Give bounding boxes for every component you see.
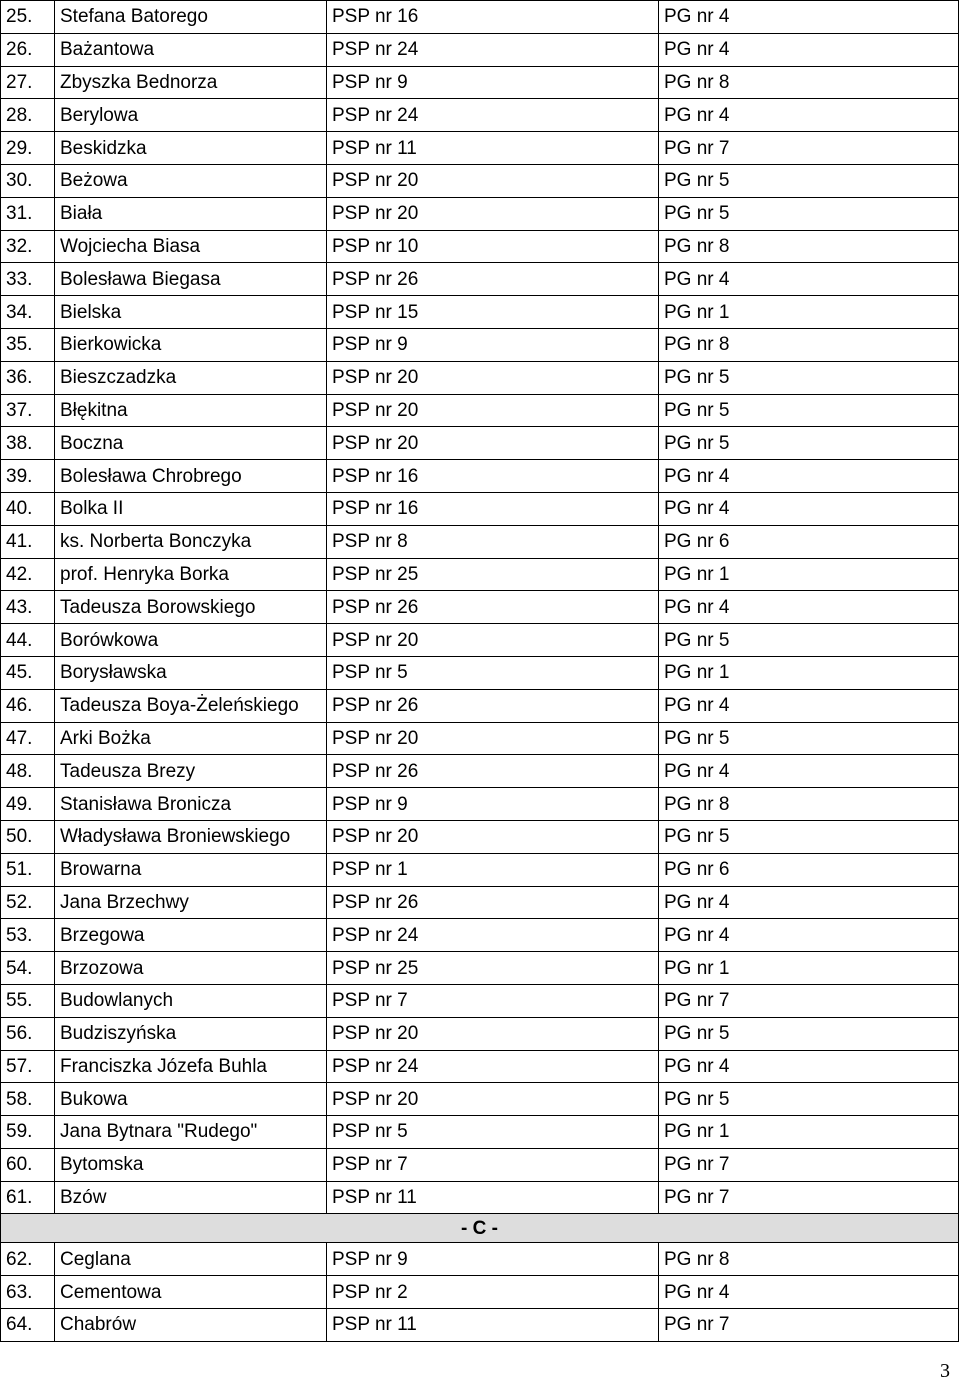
primary-school-cell: PSP nr 7 (327, 984, 659, 1017)
table-row (1, 263, 959, 296)
page-number: 3 (940, 1360, 950, 1382)
gymnasium-cell: PG nr 5 (659, 164, 959, 197)
gymnasium-cell: PG nr 6 (659, 853, 959, 886)
primary-school-cell: PSP nr 20 (327, 197, 659, 230)
table-row (1, 656, 959, 689)
gymnasium-cell: PG nr 4 (659, 1, 959, 34)
primary-school-cell: PSP nr 16 (327, 1, 659, 34)
row-number-cell: 63. (1, 1276, 55, 1309)
primary-school-cell: PSP nr 15 (327, 296, 659, 329)
primary-school-cell: PSP nr 20 (327, 820, 659, 853)
row-number-cell: 28. (1, 99, 55, 132)
street-name-cell: Jana Brzechwy (55, 886, 327, 919)
street-name-cell: Stefana Batorego (55, 1, 327, 34)
table-row (1, 1276, 959, 1309)
row-number-cell: 38. (1, 427, 55, 460)
gymnasium-cell: PG nr 4 (659, 1050, 959, 1083)
row-number-cell: 53. (1, 919, 55, 952)
street-name-cell: Budowlanych (55, 984, 327, 1017)
table-row (1, 1309, 959, 1342)
table-row (1, 525, 959, 558)
primary-school-cell: PSP nr 26 (327, 591, 659, 624)
street-name-cell: Biała (55, 197, 327, 230)
table-row (1, 427, 959, 460)
gymnasium-cell: PG nr 4 (659, 689, 959, 722)
row-number-cell: 57. (1, 1050, 55, 1083)
gymnasium-cell: PG nr 6 (659, 525, 959, 558)
gymnasium-cell: PG nr 1 (659, 656, 959, 689)
gymnasium-cell: PG nr 1 (659, 1116, 959, 1149)
table-row (1, 886, 959, 919)
table-row (1, 820, 959, 853)
table-row (1, 1148, 959, 1181)
table-row (1, 361, 959, 394)
table-row (1, 1243, 959, 1276)
row-number-cell: 40. (1, 492, 55, 525)
gymnasium-cell: PG nr 5 (659, 1083, 959, 1116)
table-row (1, 197, 959, 230)
table-row (1, 624, 959, 657)
table-row (1, 853, 959, 886)
street-name-cell: Cementowa (55, 1276, 327, 1309)
row-number-cell: 47. (1, 722, 55, 755)
gymnasium-cell: PG nr 4 (659, 1276, 959, 1309)
street-name-cell: Borysławska (55, 656, 327, 689)
street-name-cell: Stanisława Bronicza (55, 788, 327, 821)
gymnasium-cell: PG nr 4 (659, 919, 959, 952)
primary-school-cell: PSP nr 8 (327, 525, 659, 558)
street-name-cell: Jana Bytnara "Rudego" (55, 1116, 327, 1149)
row-number-cell: 45. (1, 656, 55, 689)
street-name-cell: Wojciecha Biasa (55, 230, 327, 263)
primary-school-cell: PSP nr 26 (327, 886, 659, 919)
street-name-cell: Zbyszka Bednorza (55, 66, 327, 99)
primary-school-cell: PSP nr 20 (327, 361, 659, 394)
street-name-cell: Berylowa (55, 99, 327, 132)
gymnasium-cell: PG nr 7 (659, 984, 959, 1017)
primary-school-cell: PSP nr 24 (327, 99, 659, 132)
gymnasium-cell: PG nr 1 (659, 558, 959, 591)
row-number-cell: 46. (1, 689, 55, 722)
row-number-cell: 34. (1, 296, 55, 329)
gymnasium-cell: PG nr 1 (659, 296, 959, 329)
street-name-cell: ks. Norberta Bonczyka (55, 525, 327, 558)
primary-school-cell: PSP nr 26 (327, 755, 659, 788)
gymnasium-cell: PG nr 7 (659, 1181, 959, 1214)
primary-school-cell: PSP nr 10 (327, 230, 659, 263)
gymnasium-cell: PG nr 5 (659, 722, 959, 755)
primary-school-cell: PSP nr 20 (327, 1017, 659, 1050)
table-row (1, 230, 959, 263)
table-row (1, 1083, 959, 1116)
row-number-cell: 60. (1, 1148, 55, 1181)
row-number-cell: 36. (1, 361, 55, 394)
street-name-cell: Bieszczadzka (55, 361, 327, 394)
row-number-cell: 31. (1, 197, 55, 230)
row-number-cell: 30. (1, 164, 55, 197)
street-name-cell: Beżowa (55, 164, 327, 197)
street-name-cell: Błękitna (55, 394, 327, 427)
table-row (1, 492, 959, 525)
primary-school-cell: PSP nr 11 (327, 1309, 659, 1342)
row-number-cell: 51. (1, 853, 55, 886)
primary-school-cell: PSP nr 7 (327, 1148, 659, 1181)
row-number-cell: 56. (1, 1017, 55, 1050)
gymnasium-cell: PG nr 4 (659, 591, 959, 624)
street-name-cell: Brzozowa (55, 952, 327, 985)
street-name-cell: Beskidzka (55, 132, 327, 165)
street-name-cell: Tadeusza Brezy (55, 755, 327, 788)
primary-school-cell: PSP nr 5 (327, 1116, 659, 1149)
row-number-cell: 52. (1, 886, 55, 919)
table-row (1, 328, 959, 361)
table-row (1, 591, 959, 624)
row-number-cell: 32. (1, 230, 55, 263)
primary-school-cell: PSP nr 24 (327, 1050, 659, 1083)
gymnasium-cell: PG nr 4 (659, 755, 959, 788)
row-number-cell: 25. (1, 1, 55, 34)
gymnasium-cell: PG nr 8 (659, 1243, 959, 1276)
table-row (1, 99, 959, 132)
primary-school-cell: PSP nr 25 (327, 952, 659, 985)
primary-school-cell: PSP nr 2 (327, 1276, 659, 1309)
primary-school-cell: PSP nr 9 (327, 66, 659, 99)
street-name-cell: Bzów (55, 1181, 327, 1214)
primary-school-cell: PSP nr 16 (327, 492, 659, 525)
row-number-cell: 54. (1, 952, 55, 985)
gymnasium-cell: PG nr 4 (659, 460, 959, 493)
gymnasium-cell: PG nr 1 (659, 952, 959, 985)
row-number-cell: 59. (1, 1116, 55, 1149)
row-number-cell: 41. (1, 525, 55, 558)
primary-school-cell: PSP nr 24 (327, 919, 659, 952)
gymnasium-cell: PG nr 4 (659, 99, 959, 132)
street-name-cell: Bażantowa (55, 33, 327, 66)
row-number-cell: 55. (1, 984, 55, 1017)
primary-school-cell: PSP nr 20 (327, 164, 659, 197)
street-name-cell: Bielska (55, 296, 327, 329)
primary-school-cell: PSP nr 20 (327, 427, 659, 460)
street-name-cell: Władysława Broniewskiego (55, 820, 327, 853)
street-name-cell: Ceglana (55, 1243, 327, 1276)
row-number-cell: 29. (1, 132, 55, 165)
table-row (1, 1, 959, 34)
gymnasium-cell: PG nr 4 (659, 492, 959, 525)
table-row (1, 919, 959, 952)
street-name-cell: Chabrów (55, 1309, 327, 1342)
gymnasium-cell: PG nr 5 (659, 1017, 959, 1050)
gymnasium-cell: PG nr 7 (659, 1148, 959, 1181)
row-number-cell: 43. (1, 591, 55, 624)
gymnasium-cell: PG nr 8 (659, 230, 959, 263)
row-number-cell: 64. (1, 1309, 55, 1342)
primary-school-cell: PSP nr 5 (327, 656, 659, 689)
row-number-cell: 35. (1, 328, 55, 361)
gymnasium-cell: PG nr 4 (659, 886, 959, 919)
street-name-cell: Browarna (55, 853, 327, 886)
gymnasium-cell: PG nr 8 (659, 66, 959, 99)
primary-school-cell: PSP nr 26 (327, 689, 659, 722)
street-name-cell: Bolesława Chrobrego (55, 460, 327, 493)
primary-school-cell: PSP nr 20 (327, 722, 659, 755)
primary-school-cell: PSP nr 20 (327, 394, 659, 427)
primary-school-cell: PSP nr 9 (327, 328, 659, 361)
row-number-cell: 61. (1, 1181, 55, 1214)
primary-school-cell: PSP nr 24 (327, 33, 659, 66)
street-name-cell: Arki Bożka (55, 722, 327, 755)
row-number-cell: 58. (1, 1083, 55, 1116)
gymnasium-cell: PG nr 7 (659, 1309, 959, 1342)
row-number-cell: 44. (1, 624, 55, 657)
primary-school-cell: PSP nr 20 (327, 624, 659, 657)
table-row (1, 755, 959, 788)
street-name-cell: Tadeusza Boya-Żeleńskiego (55, 689, 327, 722)
table-row (1, 689, 959, 722)
street-name-cell: Bolka II (55, 492, 327, 525)
row-number-cell: 33. (1, 263, 55, 296)
street-name-cell: Bolesława Biegasa (55, 263, 327, 296)
gymnasium-cell: PG nr 5 (659, 394, 959, 427)
gymnasium-cell: PG nr 5 (659, 361, 959, 394)
table-row (1, 296, 959, 329)
table-row (1, 132, 959, 165)
table-row (1, 66, 959, 99)
table-row (1, 394, 959, 427)
street-name-cell: Boczna (55, 427, 327, 460)
primary-school-cell: PSP nr 11 (327, 1181, 659, 1214)
table-body (1, 1, 959, 1342)
row-number-cell: 39. (1, 460, 55, 493)
table-row (1, 1116, 959, 1149)
table-row (1, 788, 959, 821)
gymnasium-cell: PG nr 5 (659, 197, 959, 230)
gymnasium-cell: PG nr 8 (659, 328, 959, 361)
table-row (1, 984, 959, 1017)
gymnasium-cell: PG nr 5 (659, 427, 959, 460)
table-row (1, 33, 959, 66)
primary-school-cell: PSP nr 9 (327, 788, 659, 821)
street-name-cell: Bytomska (55, 1148, 327, 1181)
row-number-cell: 48. (1, 755, 55, 788)
table-row (1, 1181, 959, 1214)
section-header-row (1, 1214, 959, 1243)
table-row (1, 722, 959, 755)
gymnasium-cell: PG nr 4 (659, 263, 959, 296)
table-row (1, 1017, 959, 1050)
row-number-cell: 62. (1, 1243, 55, 1276)
row-number-cell: 27. (1, 66, 55, 99)
table-row (1, 1050, 959, 1083)
gymnasium-cell: PG nr 4 (659, 33, 959, 66)
table-row (1, 952, 959, 985)
table-row (1, 164, 959, 197)
row-number-cell: 49. (1, 788, 55, 821)
section-letter: - C - (1, 1214, 959, 1243)
street-name-cell: prof. Henryka Borka (55, 558, 327, 591)
primary-school-cell: PSP nr 16 (327, 460, 659, 493)
street-name-cell: Tadeusza Borowskiego (55, 591, 327, 624)
gymnasium-cell: PG nr 5 (659, 820, 959, 853)
gymnasium-cell: PG nr 5 (659, 624, 959, 657)
street-name-cell: Brzegowa (55, 919, 327, 952)
row-number-cell: 37. (1, 394, 55, 427)
street-name-cell: Borówkowa (55, 624, 327, 657)
primary-school-cell: PSP nr 20 (327, 1083, 659, 1116)
street-name-cell: Budziszyńska (55, 1017, 327, 1050)
street-name-cell: Bukowa (55, 1083, 327, 1116)
primary-school-cell: PSP nr 11 (327, 132, 659, 165)
primary-school-cell: PSP nr 25 (327, 558, 659, 591)
street-name-cell: Franciszka Józefa Buhla (55, 1050, 327, 1083)
gymnasium-cell: PG nr 7 (659, 132, 959, 165)
table-row (1, 558, 959, 591)
primary-school-cell: PSP nr 26 (327, 263, 659, 296)
street-name-cell: Bierkowicka (55, 328, 327, 361)
row-number-cell: 42. (1, 558, 55, 591)
table-row (1, 460, 959, 493)
row-number-cell: 50. (1, 820, 55, 853)
row-number-cell: 26. (1, 33, 55, 66)
primary-school-cell: PSP nr 1 (327, 853, 659, 886)
gymnasium-cell: PG nr 8 (659, 788, 959, 821)
primary-school-cell: PSP nr 9 (327, 1243, 659, 1276)
